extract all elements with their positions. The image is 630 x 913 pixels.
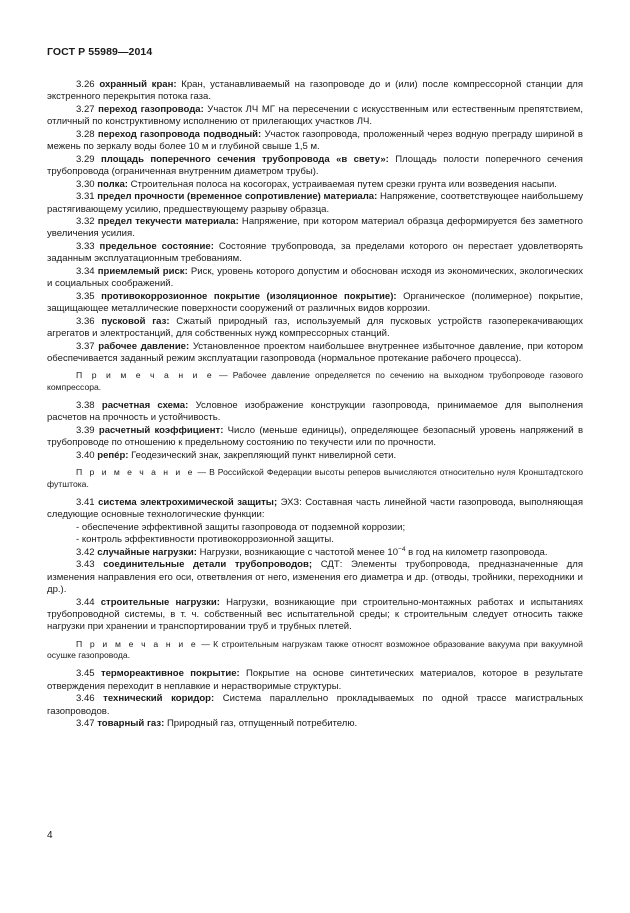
note-text: — В Российской Федерации высоты реперов вычисляются относительно нуля Кронштадтского футштока. [47,467,583,489]
term-number: 3.34 [76,265,95,277]
term-name: полка: [97,178,128,190]
term-entry [47,693,583,718]
term-name: переход газопровода: [98,103,204,115]
note-text: — К строительным нагрузкам также относят возможное образование вакуума при вакуумной осушке газопровода. [47,638,583,661]
term-entry [47,450,583,462]
term-entry [47,597,583,634]
term-name: переход газопровода подводный: [97,128,262,140]
term-number: 3.46 [76,693,95,705]
term-entry [47,341,583,366]
term-number: 3.27 [76,103,95,115]
term-number: 3.44 [76,596,95,608]
term-number: 3.35 [76,290,95,302]
list-item: - контроль эффективности противокоррозионной защиты. [76,534,334,546]
term-number: 3.38 [76,400,95,412]
term-name: площадь поперечного сечения трубопровода «в свету»: [101,153,389,165]
note [47,639,583,662]
term-definition: Состояние трубопровода, за пределами которого он перестает удовлетворять заданным эксплуатационным требованиям. [47,240,584,265]
term-number: 3.41 [76,496,95,508]
term-entry [47,179,583,191]
term-definition: Участок газопровода, проложенный через водную преграду шириной в межень по зеркалу воды более 10 м и глубиной свыше 1,5 м. [47,128,584,153]
term-definition: Условное изображение конструкции газопровода, принимаемое для выполнения расчетов на прочность и устойчивость. [47,400,583,424]
term-number: 3.32 [76,215,95,227]
term-number: 3.31 [76,191,95,203]
term-definition: Установленное проектом наибольшее внутреннее избыточное давление, при котором обеспечивается заданный режим эксплуатации газопровода (нормальное протекание рабочего процесса). [47,340,584,364]
term-definition: Кран, устанавливаемый на газопроводе до и (или) после компрессорной станции для экстренного перекрытия потока газа. [47,79,584,103]
term-number: 3.30 [76,178,95,190]
term-name: строительные нагрузки: [100,596,220,608]
term-entry [47,266,583,291]
term-definition: Органическое (полимерное) покрытие, защищающее металлические поверхности сооружений от различных видов коррозии. [47,290,583,315]
term-number: 3.47 [76,718,95,730]
term-entry [47,129,583,154]
term-definition: Сжатый природный газ, используемый для пусковых устройств газоперекачивающих агрегатов и электростанций, для собственных нужд компрессорных станций. [47,315,584,340]
term-definition: Нагрузки, возникающие при строительно-монтажных работах и испытаниях трубопроводной системы, в т. ч. собственный вес испытательной среды; к строительным следует относить также нагрузки при хранении и транспортировании труб и трубных плетей. [47,596,583,633]
term-number: 3.36 [76,315,95,327]
term-entry [47,718,583,730]
term-name: соединительные детали трубопроводов; [103,559,313,571]
term-definition: Число (меньше единицы), определяющее безопасный уровень напряжений в трубопроводе по отношению к предельному состоянию по текучести или по прочности. [47,424,584,449]
term-entry [47,79,583,104]
exponent: −4 [398,545,406,553]
term-number: 3.39 [76,424,95,436]
term-number: 3.42 [76,546,95,558]
document-header: ГОСТ Р 55989—2014 [47,46,153,58]
term-definition: Покрытие на основе синтетических материалов, которое в результате отверждения переходит в неплавкие и нерастворимые структуры. [47,668,583,692]
term-entry [47,291,583,316]
term-definition: ЭХЗ: Составная часть линейной части газопровода, выполняющая следующие основные технологические функции: [47,496,584,521]
term-number: 3.26 [76,79,95,90]
term-definition-tail: в год на километр газопровода. [405,546,548,558]
term-entry [47,216,583,241]
document-body [47,79,583,731]
term-entry [47,154,583,179]
note [47,370,583,393]
term-number: 3.45 [76,668,95,680]
note-label: П р и м е ч а н и е [76,370,214,381]
term-name: предел прочности (временное сопротивление) материала: [97,191,378,203]
term-entry [47,104,583,129]
term-definition: Участок ЛЧ МГ на пересечении с искусственным или естественным препятствием, отличный по конструктивному исполнению от прилегающих участков ЛЧ. [47,103,584,128]
note-label: П р и м е ч а н и е [76,638,198,649]
term-definition: Риск, уровень которого допустим и обоснован исходя из экономических, экологических и социальных соображений. [47,265,584,290]
term-entry [47,668,583,693]
term-definition: Система параллельно прокладываемых по одной трассе магистральных газопроводов. [47,693,583,717]
term-number: 3.40 [76,449,95,461]
term-name: технический коридор: [103,693,215,705]
term-name: предел текучести материала: [97,215,239,227]
term-name: расчетная схема: [101,400,189,412]
term-name: система электрохимической защиты; [98,496,278,508]
term-name: случайные нагрузки: [97,546,197,558]
term-number: 3.28 [76,128,95,140]
note [47,467,583,490]
term-name: рабочее давление: [98,340,190,352]
term-name: репéр: [97,449,129,461]
page-number: 4 [47,830,53,841]
term-entry [47,559,583,596]
term-number: 3.37 [76,340,95,352]
term-name: термореактивное покрытие: [100,668,240,680]
term-name: расчетный коэффициент: [98,424,224,436]
term-definition: Площадь полости поперечного сечения трубопровода (ограниченная внутренним диаметром трубы). [47,153,583,178]
term-definition: Строительная полоса на косогорах, устраиваемая путем срезки грунта или возведения насыпи. [127,178,557,190]
note-label: П р и м е ч а н и е [76,467,195,478]
term-definition: Геодезический знак, закрепляющий пункт нивелирной сети. [128,449,397,461]
term-name: приемлемый риск: [97,265,188,277]
term-name: пусковой газ: [101,315,170,327]
term-name: противокоррозионное покрытие (изоляционное покрытие): [101,290,397,302]
term-number: 3.33 [76,240,95,252]
term-name: предельное состояние: [99,240,214,252]
term-entry [47,316,583,341]
term-entry [47,241,583,266]
term-entry [47,497,583,522]
term-name: товарный газ: [97,718,165,730]
term-definition: СДТ: Элементы трубопровода, предназначенные для изменения направления его оси, ответвления от него, изменения его диаметра и др. (отводы, тройники, переходники и др.). [47,559,583,596]
term-definition: Напряжение, соответствующее наибольшему растягивающему усилию, предшествующему разрыву образца. [47,191,583,215]
term-entry [47,191,583,216]
term-entry [47,400,583,425]
term-definition: Природный газ, отпущенный потребителю. [164,718,358,730]
note-text: — Рабочее давление определяется по сечению на выходном трубопроводе газового компрессора. [47,370,583,392]
term-definition: Нагрузки, возникающие с частотой менее 10 [196,546,399,558]
term-number: 3.29 [76,153,95,165]
list-item: - обеспечение эффективной защиты газопровода от подземной коррозии; [76,521,406,533]
term-number: 3.43 [76,559,95,571]
term-entry [47,547,583,559]
term-definition: Напряжение, при котором материал образца деформируется без заметного увеличения усилия. [47,215,583,240]
term-entry [47,425,583,450]
term-name: охранный кран: [99,79,177,90]
